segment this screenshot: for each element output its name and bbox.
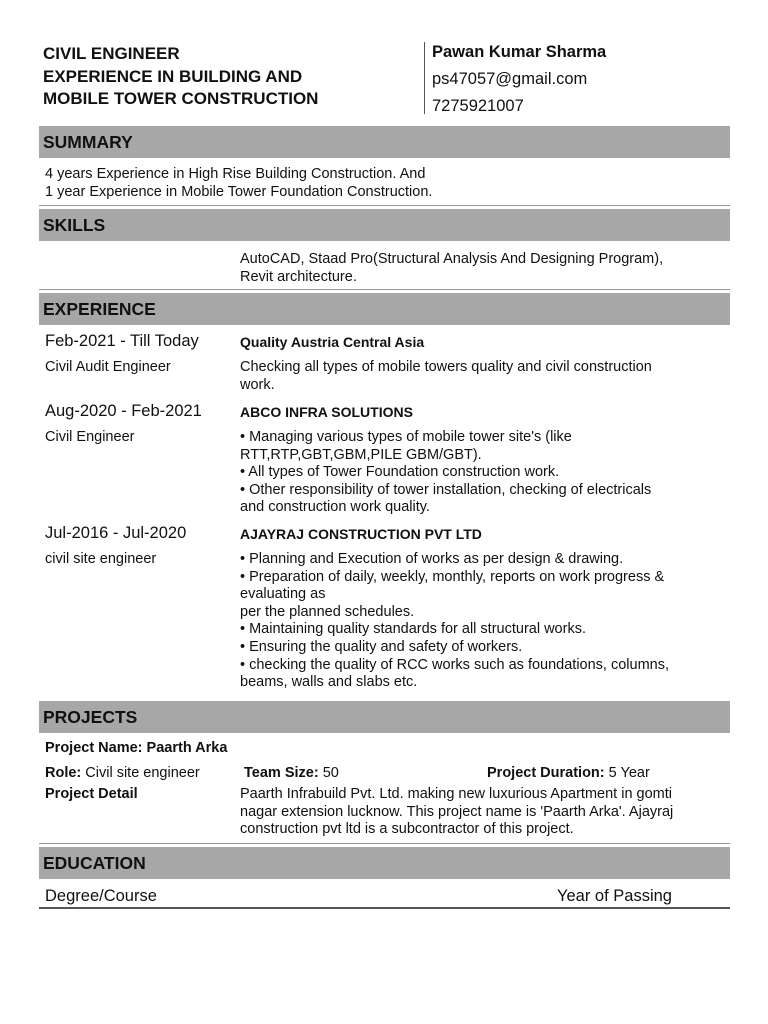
project-team-size: Team Size: 50 — [244, 765, 339, 781]
summary-text: 4 years Experience in High Rise Building Construction. And 1 year Experience in Mobile Tower Foundation Construction. — [45, 166, 433, 200]
summary-heading: SUMMARY — [39, 126, 730, 158]
job-dates: Jul-2016 - Jul-2020 — [45, 524, 187, 542]
job-company: ABCO INFRA SOLUTIONS — [240, 404, 413, 420]
job-dates: Aug-2020 - Feb-2021 — [45, 402, 202, 420]
education-col-degree: Degree/Course — [45, 887, 157, 905]
education-heading: EDUCATION — [39, 847, 730, 879]
job-description: Checking all types of mobile towers quality and civil construction work. — [240, 359, 652, 393]
headline-line: MOBILE TOWER CONSTRUCTION — [43, 89, 319, 108]
skills-heading: SKILLS — [39, 209, 730, 241]
resume-headline — [43, 43, 413, 111]
job-role: Civil Audit Engineer — [45, 359, 171, 375]
job-role: Civil Engineer — [45, 429, 135, 445]
skills-text: AutoCAD, Staad Pro(Structural Analysis And Designing Program), Revit architecture. — [240, 251, 664, 285]
headline-line: CIVIL ENGINEER — [43, 44, 180, 63]
phone-text: 7275921007 — [432, 97, 524, 115]
project-name-row: Project Name: Paarth Arka — [45, 740, 228, 756]
header-divider — [424, 42, 425, 114]
headline-line: EXPERIENCE IN BUILDING AND — [43, 66, 303, 86]
education-table-rule — [39, 907, 730, 909]
job-role: civil site engineer — [45, 551, 157, 567]
job-description: • Managing various types of mobile tower site's (like RTT,RTP,GBT,GBM,PILE GBM/GBT). • All types of Tower Foundation construction work. • Other responsibility of tower installation, checking of electricals and construction work quality. — [240, 429, 652, 516]
job-company: AJAYRAJ CONSTRUCTION PVT LTD — [240, 526, 482, 542]
project-duration: Project Duration: 5 Year — [487, 765, 650, 781]
job-dates: Feb-2021 - Till Today — [45, 332, 199, 350]
email-text: ps47057@gmail.com — [432, 70, 588, 88]
project-detail-text: Paarth Infrabuild Pvt. Ltd. making new luxurious Apartment in gomti nagar extension lucknow. This project name is 'Paarth Arka'. Ajayraj construction pvt ltd is a subcontractor of this project. — [240, 786, 674, 838]
job-company: Quality Austria Central Asia — [240, 334, 425, 350]
education-col-year: Year of Passing — [557, 887, 672, 905]
project-role: Role: Civil site engineer — [45, 765, 200, 781]
section-divider — [39, 289, 730, 290]
experience-heading: EXPERIENCE — [39, 293, 730, 325]
candidate-name: Pawan Kumar Sharma — [432, 43, 607, 61]
job-description: • Planning and Execution of works as per design & drawing. • Preparation of daily, weekly, monthly, reports on work progress & evaluating as per the planned schedules. • Maintaining quality standards for all structural works. • Ensuring the quality and safety of workers. • checking the quality of RCC works such as foundations, columns, beams, walls and slabs etc. — [240, 551, 670, 691]
section-divider — [39, 205, 730, 206]
project-detail-label: Project Detail — [45, 786, 138, 802]
section-divider — [39, 843, 730, 844]
projects-heading: PROJECTS — [39, 701, 730, 733]
contact-block — [432, 42, 606, 120]
